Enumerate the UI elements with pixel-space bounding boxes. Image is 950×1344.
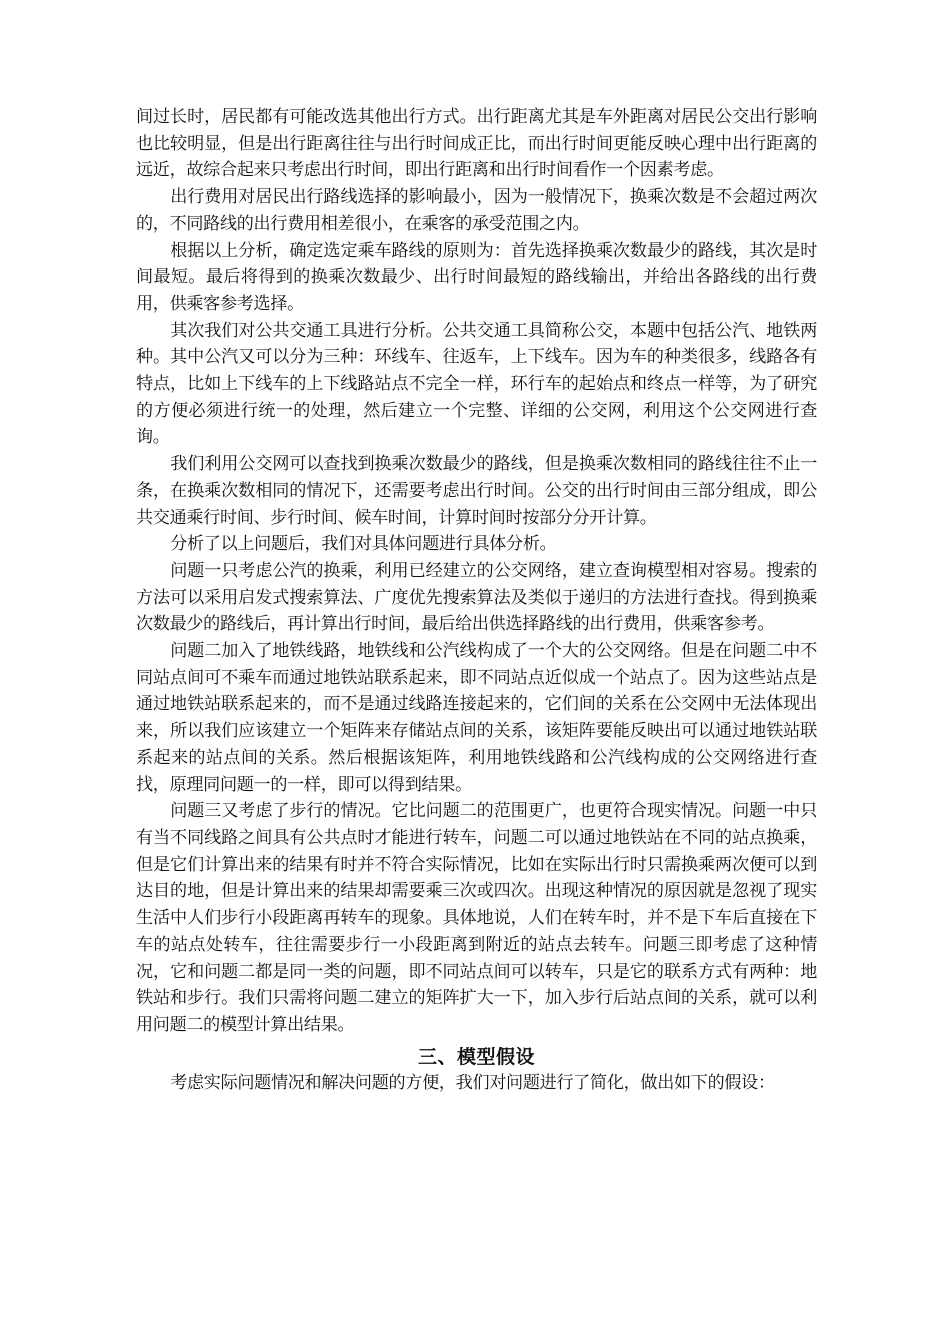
paragraph-travel-cost: 出行费用对居民出行路线选择的影响最小，因为一般情况下，换乘次数是不会超过两次的，不同路线的出行费用相差很小，在乘客的承受范围之内。 xyxy=(136,187,817,234)
paragraph-transit-network: 我们利用公交网可以查找到换乘次数最少的路线，但是换乘次数相同的路线往往不止一条，在换乘次数相同的情况下，还需要考虑出行时间。公交的出行时间由三部分组成，即公共交通乘行时间、步行时间、候车时间，计算时间时按部分分开计算。 xyxy=(136,454,817,528)
document-page xyxy=(136,104,817,1096)
section-heading-model-assumptions: 三、模型假设 xyxy=(417,1045,535,1068)
paragraph-problem-one: 问题一只考虑公汽的换乘，利用已经建立的公交网络，建立查询模型相对容易。搜索的方法可以采用启发式搜索算法、广度优先搜索算法及类似于递归的方法进行查找。得到换乘次数最少的路线后，再计算出行时间，最后给出供选择路线的出行费用，供乘客参考。 xyxy=(136,560,817,635)
paragraph-problem-three: 问题三又考虑了步行的情况。它比问题二的范围更广，也更符合现实情况。问题一中只有当不同线路之间具有公共点时才能进行转车，问题二可以通过地铁站在不同的站点换乘，但是它们计算出来的结果有时并不符合实际情况，比如在实际出行时只需换乘两次便可以到达目的地，但是计算出来的结果却需要乘三次或四次。出现这种情况的原因就是忽视了现实生活中人们步行小段距离再转车的现象。具体地说，人们在转车时，并不是下车后直接在下车的站点处转车，往往需要步行一小段距离到附近的站点去转车。问题三即考虑了这种情况，它和问题二都是同一类的问题，即不同站点间可以转车，只是它的联系方式有两种：地铁站和步行。我们只需将问题二建立的矩阵扩大一下，加入步行后站点间的关系，就可以利用问题二的模型计算出结果。 xyxy=(136,801,817,1035)
paragraph-transit-analysis: 其次我们对公共交通工具进行分析。公共交通工具简称公交，本题中包括公汽、地铁两种。其中公汽又可以分为三种：环线车、往返车，上下线车。因为车的种类很多，线路各有特点，比如上下线车的上下线路站点不完全一样，环行车的起始点和终点一样等，为了研究的方便必须进行统一的处理，然后建立一个完整、详细的公交网，利用这个公交网进行查询。 xyxy=(136,320,817,448)
paragraph-continued: 间过长时，居民都有可能改选其他出行方式。出行距离尤其是车外距离对居民公交出行影响也比较明显，但是出行距离往往与出行时间成正比，而出行时间更能反映心理中出行距离的远近，故综合起来只考虑出行时间，即出行距离和出行时间看作一个因素考虑。 xyxy=(136,107,817,181)
paragraph-problem-two: 问题二加入了地铁线路，地铁线和公汽线构成了一个大的公交网络。但是在问题二中不同站点间可不乘车而通过地铁站联系起来，即不同站点近似成一个站点了。因为这些站点是通过地铁站联系起来的，而不是通过线路连接起来的，它们间的关系在公交网中无法体现出来，所以我们应该建立一个矩阵来存储站点间的关系，该矩阵要能反映出可以通过地铁站联系起来的站点间的关系。然后根据该矩阵，利用地铁线路和公汽线构成的公交网络进行查找，原理同问题一的一样，即可以得到结果。 xyxy=(136,641,817,795)
paragraph-route-principle: 根据以上分析，确定选定乘车路线的原则为：首先选择换乘次数最少的路线，其次是时间最短。最后将得到的换乘次数最少、出行时间最短的路线输出，并给出各路线的出行费用，供乘客参考选择。 xyxy=(136,240,817,314)
paragraph-specific-analysis: 分析了以上问题后，我们对具体问题进行具体分析。 xyxy=(170,534,557,555)
paragraph-assumptions-intro: 考虑实际问题情况和解决问题的方便，我们对问题进行了简化，做出如下的假设： xyxy=(170,1072,775,1093)
